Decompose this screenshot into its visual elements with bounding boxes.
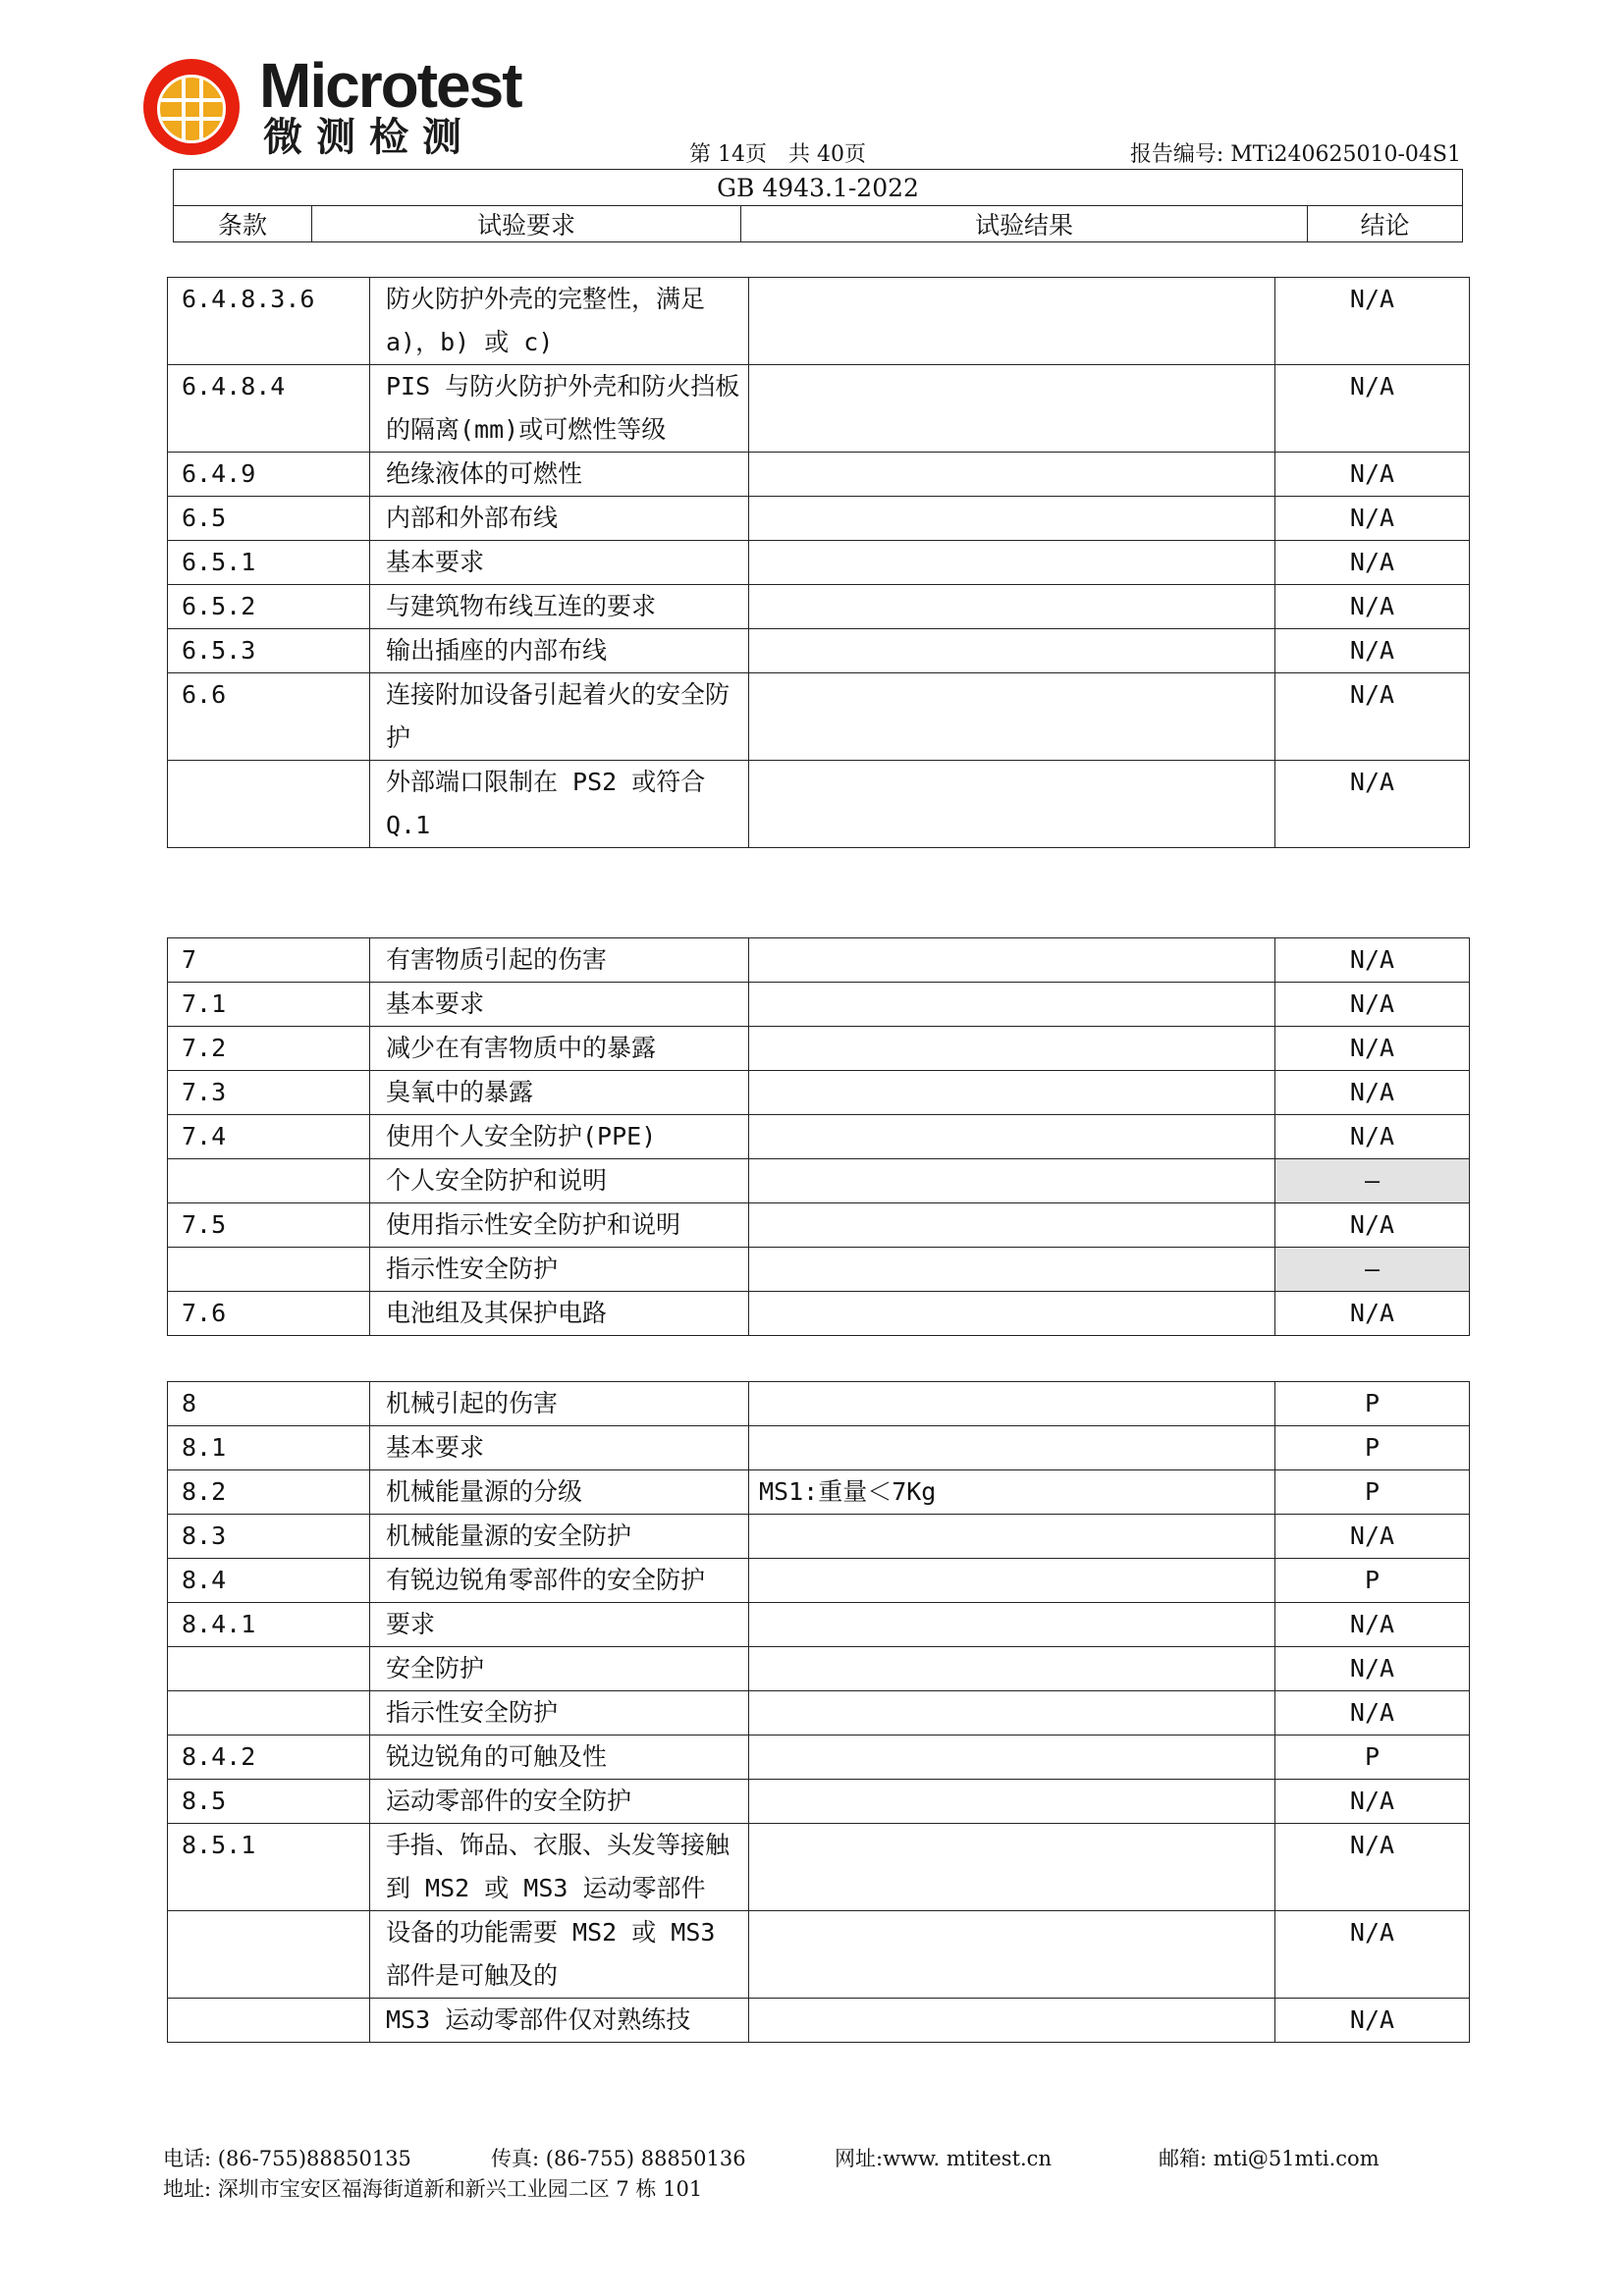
verdict-cell: N/A bbox=[1275, 1999, 1470, 2043]
table-row bbox=[168, 1426, 1470, 1470]
result-cell bbox=[749, 1911, 1275, 1999]
clause-cell: 7.1 bbox=[168, 983, 370, 1027]
verdict-cell: N/A bbox=[1275, 1115, 1470, 1159]
requirement-cell: 基本要求 bbox=[370, 541, 749, 585]
requirement-cell: 输出插座的内部布线 bbox=[370, 629, 749, 673]
result-cell bbox=[749, 1691, 1275, 1735]
clause-cell: 8.3 bbox=[168, 1515, 370, 1559]
table-row bbox=[168, 1780, 1470, 1824]
table-row bbox=[168, 1027, 1470, 1071]
brand-name-cn: 微测检测 bbox=[263, 115, 475, 160]
clause-cell: 7.5 bbox=[168, 1203, 370, 1248]
clause-cell: 8.4 bbox=[168, 1559, 370, 1603]
table-row bbox=[168, 1691, 1470, 1735]
result-cell bbox=[749, 1115, 1275, 1159]
verdict-cell: P bbox=[1275, 1382, 1470, 1426]
requirement-cell: 外部端口限制在 PS2 或符合 Q.1 bbox=[370, 761, 749, 848]
verdict-cell: N/A bbox=[1275, 1027, 1470, 1071]
verdict-cell: N/A bbox=[1275, 1691, 1470, 1735]
verdict-cell: N/A bbox=[1275, 278, 1470, 365]
column-header-requirement: 试验要求 bbox=[312, 206, 741, 242]
report-number: 报告编号: MTi240625010-04S1 bbox=[1129, 142, 1461, 167]
verdict-cell: N/A bbox=[1275, 1603, 1470, 1647]
table-row bbox=[168, 983, 1470, 1027]
table-row bbox=[168, 761, 1470, 848]
requirement-cell: 运动零部件的安全防护 bbox=[370, 1780, 749, 1824]
column-header-verdict: 结论 bbox=[1308, 206, 1463, 242]
verdict-cell: N/A bbox=[1275, 1780, 1470, 1824]
result-cell bbox=[749, 497, 1275, 541]
result-cell bbox=[749, 1735, 1275, 1780]
table-row bbox=[168, 1515, 1470, 1559]
footer-fax: 传真: (86-755) 88850136 bbox=[491, 2147, 746, 2170]
requirement-cell: 安全防护 bbox=[370, 1647, 749, 1691]
footer-address: 地址: 深圳市宝安区福海街道新和新兴工业园二区 7 栋 101 bbox=[163, 2177, 703, 2201]
requirement-cell: 与建筑物布线互连的要求 bbox=[370, 585, 749, 629]
clause-cell: 7 bbox=[168, 938, 370, 983]
clause-cell bbox=[168, 1999, 370, 2043]
table-row bbox=[168, 1735, 1470, 1780]
table-row bbox=[168, 497, 1470, 541]
requirement-cell: 机械能量源的分级 bbox=[370, 1470, 749, 1515]
brand-name-en: Microtest bbox=[259, 50, 521, 121]
result-cell bbox=[749, 1382, 1275, 1426]
page-info: 第 14页 共 40页 bbox=[689, 142, 866, 167]
table-row bbox=[168, 1071, 1470, 1115]
requirement-cell: 使用指示性安全防护和说明 bbox=[370, 1203, 749, 1248]
requirement-cell: 基本要求 bbox=[370, 983, 749, 1027]
table-row bbox=[168, 1999, 1470, 2043]
table-row bbox=[168, 1203, 1470, 1248]
requirement-cell: 电池组及其保护电路 bbox=[370, 1292, 749, 1336]
clause-cell: 8.4.2 bbox=[168, 1735, 370, 1780]
table-row bbox=[168, 1559, 1470, 1603]
result-cell bbox=[749, 629, 1275, 673]
verdict-cell: — bbox=[1275, 1248, 1470, 1292]
table-row bbox=[168, 1248, 1470, 1292]
column-header-result: 试验结果 bbox=[741, 206, 1308, 242]
verdict-cell: N/A bbox=[1275, 1911, 1470, 1999]
table-row bbox=[168, 1292, 1470, 1336]
clause-cell: 8.5.1 bbox=[168, 1824, 370, 1911]
verdict-cell: N/A bbox=[1275, 938, 1470, 983]
verdict-cell: N/A bbox=[1275, 1647, 1470, 1691]
clause-cell: 6.5.2 bbox=[168, 585, 370, 629]
verdict-cell: N/A bbox=[1275, 365, 1470, 453]
clause-cell: 8.4.1 bbox=[168, 1603, 370, 1647]
requirement-cell: PIS 与防火防护外壳和防火挡板的隔离(mm)或可燃性等级 bbox=[370, 365, 749, 453]
table-row bbox=[168, 1647, 1470, 1691]
requirement-cell: 指示性安全防护 bbox=[370, 1248, 749, 1292]
result-cell bbox=[749, 761, 1275, 848]
verdict-cell: N/A bbox=[1275, 541, 1470, 585]
verdict-cell: N/A bbox=[1275, 497, 1470, 541]
requirement-cell: 内部和外部布线 bbox=[370, 497, 749, 541]
result-cell bbox=[749, 1248, 1275, 1292]
globe-icon bbox=[143, 59, 240, 155]
requirement-cell: 绝缘液体的可燃性 bbox=[370, 453, 749, 497]
table-row bbox=[168, 1382, 1470, 1426]
requirement-cell: 基本要求 bbox=[370, 1426, 749, 1470]
result-cell bbox=[749, 673, 1275, 761]
result-cell bbox=[749, 1203, 1275, 1248]
result-cell bbox=[749, 983, 1275, 1027]
table-row bbox=[168, 365, 1470, 453]
result-cell bbox=[749, 1999, 1275, 2043]
table-row bbox=[168, 541, 1470, 585]
requirement-cell: 指示性安全防护 bbox=[370, 1691, 749, 1735]
result-cell bbox=[749, 1027, 1275, 1071]
clause-table-section-6 bbox=[167, 277, 1470, 848]
result-cell: MS1:重量＜7Kg bbox=[749, 1470, 1275, 1515]
company-logo bbox=[143, 50, 536, 165]
requirement-cell: 机械引起的伤害 bbox=[370, 1382, 749, 1426]
result-cell bbox=[749, 1559, 1275, 1603]
clause-cell: 7.6 bbox=[168, 1292, 370, 1336]
clause-cell bbox=[168, 761, 370, 848]
verdict-cell: P bbox=[1275, 1735, 1470, 1780]
table-row bbox=[168, 938, 1470, 983]
clause-cell: 6.5.1 bbox=[168, 541, 370, 585]
footer-email: 邮箱: mti@51mti.com bbox=[1159, 2147, 1380, 2170]
table-row bbox=[168, 278, 1470, 365]
clause-cell: 7.3 bbox=[168, 1071, 370, 1115]
clause-cell: 6.4.8.3.6 bbox=[168, 278, 370, 365]
verdict-cell: P bbox=[1275, 1559, 1470, 1603]
table-row bbox=[168, 673, 1470, 761]
verdict-cell: N/A bbox=[1275, 1203, 1470, 1248]
result-cell bbox=[749, 1426, 1275, 1470]
result-cell bbox=[749, 585, 1275, 629]
verdict-cell: — bbox=[1275, 1159, 1470, 1203]
clause-cell: 8 bbox=[168, 1382, 370, 1426]
table-row bbox=[168, 629, 1470, 673]
clause-cell: 8.5 bbox=[168, 1780, 370, 1824]
requirement-cell: 手指、饰品、衣服、头发等接触到 MS2 或 MS3 运动零部件 bbox=[370, 1824, 749, 1911]
clause-cell bbox=[168, 1911, 370, 1999]
requirement-cell: 要求 bbox=[370, 1603, 749, 1647]
requirement-cell: 防火防护外壳的完整性，满足 a)，b) 或 c) bbox=[370, 278, 749, 365]
clause-cell: 6.4.9 bbox=[168, 453, 370, 497]
result-cell bbox=[749, 453, 1275, 497]
verdict-cell: N/A bbox=[1275, 629, 1470, 673]
requirement-cell: 连接附加设备引起着火的安全防护 bbox=[370, 673, 749, 761]
verdict-cell: N/A bbox=[1275, 1071, 1470, 1115]
clause-cell bbox=[168, 1647, 370, 1691]
table-row bbox=[168, 1824, 1470, 1911]
clause-cell: 6.6 bbox=[168, 673, 370, 761]
verdict-cell: N/A bbox=[1275, 1292, 1470, 1336]
clause-cell bbox=[168, 1248, 370, 1292]
standard-title: GB 4943.1-2022 bbox=[174, 170, 1463, 206]
result-cell bbox=[749, 1780, 1275, 1824]
requirement-cell: 使用个人安全防护(PPE) bbox=[370, 1115, 749, 1159]
result-cell bbox=[749, 1292, 1275, 1336]
result-cell bbox=[749, 1603, 1275, 1647]
table-row bbox=[168, 1470, 1470, 1515]
requirement-cell: 有锐边锐角零部件的安全防护 bbox=[370, 1559, 749, 1603]
verdict-cell: N/A bbox=[1275, 453, 1470, 497]
requirement-cell: 锐边锐角的可触及性 bbox=[370, 1735, 749, 1780]
result-cell bbox=[749, 365, 1275, 453]
clause-cell: 8.1 bbox=[168, 1426, 370, 1470]
table-row bbox=[168, 1115, 1470, 1159]
requirement-cell: 减少在有害物质中的暴露 bbox=[370, 1027, 749, 1071]
footer-website: 网址:www. mtitest.cn bbox=[835, 2147, 1052, 2170]
table-row bbox=[168, 453, 1470, 497]
result-cell bbox=[749, 1647, 1275, 1691]
page-footer bbox=[163, 2144, 1479, 2205]
verdict-cell: N/A bbox=[1275, 761, 1470, 848]
verdict-cell: N/A bbox=[1275, 673, 1470, 761]
requirement-cell: 个人安全防护和说明 bbox=[370, 1159, 749, 1203]
result-cell bbox=[749, 541, 1275, 585]
result-cell bbox=[749, 938, 1275, 983]
column-header-clause: 条款 bbox=[174, 206, 312, 242]
clause-table-section-7 bbox=[167, 937, 1470, 1336]
clause-cell bbox=[168, 1691, 370, 1735]
verdict-cell: N/A bbox=[1275, 1824, 1470, 1911]
clause-cell bbox=[168, 1159, 370, 1203]
clause-cell: 8.2 bbox=[168, 1470, 370, 1515]
table-row bbox=[168, 1603, 1470, 1647]
requirement-cell: 机械能量源的安全防护 bbox=[370, 1515, 749, 1559]
table-row bbox=[168, 585, 1470, 629]
clause-cell: 6.5.3 bbox=[168, 629, 370, 673]
clause-cell: 6.4.8.4 bbox=[168, 365, 370, 453]
result-cell bbox=[749, 1824, 1275, 1911]
table-row bbox=[168, 1911, 1470, 1999]
clause-cell: 7.4 bbox=[168, 1115, 370, 1159]
header-table bbox=[173, 169, 1463, 242]
verdict-cell: N/A bbox=[1275, 1515, 1470, 1559]
clause-table-section-8 bbox=[167, 1381, 1470, 2043]
result-cell bbox=[749, 1159, 1275, 1203]
table-row bbox=[168, 1159, 1470, 1203]
requirement-cell: 有害物质引起的伤害 bbox=[370, 938, 749, 983]
clause-cell: 6.5 bbox=[168, 497, 370, 541]
requirement-cell: MS3 运动零部件仅对熟练技 bbox=[370, 1999, 749, 2043]
result-cell bbox=[749, 278, 1275, 365]
verdict-cell: P bbox=[1275, 1470, 1470, 1515]
clause-cell: 7.2 bbox=[168, 1027, 370, 1071]
verdict-cell: N/A bbox=[1275, 983, 1470, 1027]
requirement-cell: 设备的功能需要 MS2 或 MS3 部件是可触及的 bbox=[370, 1911, 749, 1999]
footer-tel: 电话: (86-755)88850135 bbox=[163, 2147, 411, 2170]
result-cell bbox=[749, 1515, 1275, 1559]
result-cell bbox=[749, 1071, 1275, 1115]
verdict-cell: P bbox=[1275, 1426, 1470, 1470]
requirement-cell: 臭氧中的暴露 bbox=[370, 1071, 749, 1115]
verdict-cell: N/A bbox=[1275, 585, 1470, 629]
